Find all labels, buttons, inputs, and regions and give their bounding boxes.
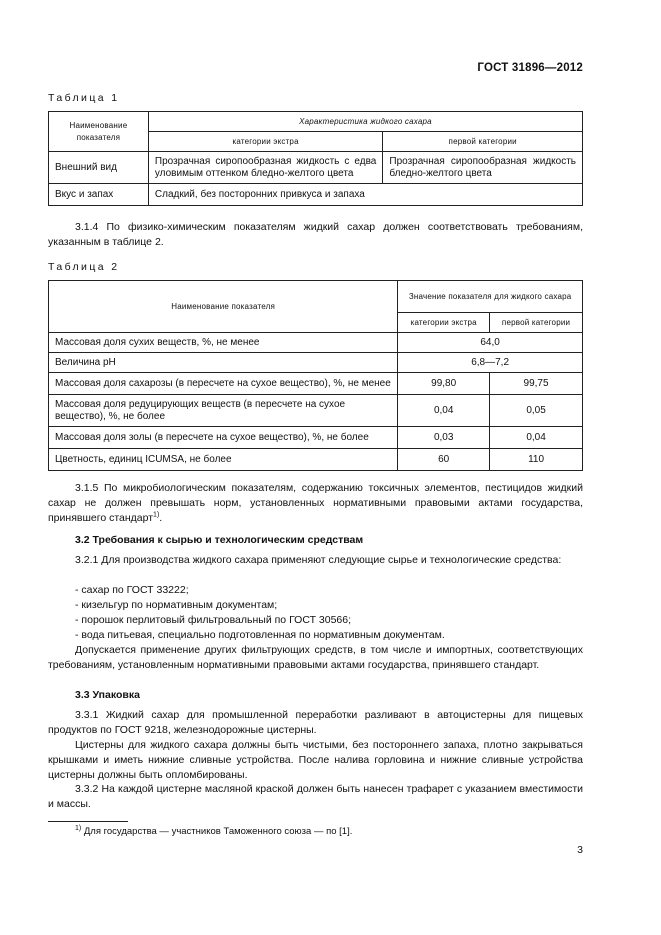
list-item: - кизельгур по нормативным документам; (75, 599, 278, 611)
list-item: - порошок перлитовый фильтровальный по ГОСТ 30566; (75, 614, 352, 626)
table2-cell-name: Массовая доля сухих веществ, %, не менее (49, 333, 398, 353)
table1-caption: Таблица 1 (48, 92, 120, 104)
table1-cell-merged: Сладкий, без посторонних привкуса и запаха (148, 184, 582, 206)
paragraph-allowance: Допускается применение других фильтрующих средств, в том числе и импортных, соответствующих требованиям, установленным нормативными правовыми актами государства, принявшего стандарт. (48, 644, 583, 671)
table2-header-group: Значение показателя для жидкого сахара (398, 281, 583, 313)
footnote-text: Для государства — участников Таможенного союза — по [1]. (83, 826, 353, 837)
page-number: 3 (577, 844, 583, 856)
footnote-mark: 1) (75, 824, 82, 832)
table1-cell-extra: Прозрачная сиропообразная жидкость с едва уловимым оттенком бледно-желтого цвета (148, 152, 382, 184)
table-row (49, 449, 583, 471)
table2-cell-first: 0,05 (490, 395, 583, 427)
table2-cell-extra: 0,03 (398, 427, 490, 449)
table2-cell-name: Массовая доля золы (в пересчете на сухое вещество), %, не более (49, 427, 398, 449)
table-row (49, 395, 583, 427)
table-row (49, 333, 583, 353)
paragraph-3-2-1: 3.2.1 Для производства жидкого сахара применяют следующие сырье и технологические средства: (75, 554, 562, 566)
table1-header-extra: категории экстра (148, 132, 382, 152)
table1-header-name: Наименование показателя (49, 112, 149, 152)
table-row (49, 184, 583, 206)
table-row (49, 152, 583, 184)
table-row (49, 373, 583, 395)
paragraph-3-1-4: 3.1.4 По физико-химическим показателям жидкий сахар должен соответствовать требованиям, указанным в таблице 2. (48, 221, 583, 248)
table2-cell-name: Массовая доля редуцирующих веществ (в пересчете на сухое вещество), %, не более (49, 395, 398, 427)
paragraph-3-3-1: 3.3.1 Жидкий сахар для промышленной переработки разливают в автоцистерны для пищевых продуктов по ГОСТ 9218, железнодорожные цистерны. (48, 709, 583, 736)
paragraph-3-1-5-text: 3.1.5 По микробиологическим показателям, содержанию токсичных элементов, пестицидов жидкий сахар не должен превышать норм, установленных нормативными правовыми актами государства, принявшего стандарт (48, 482, 583, 524)
table2-cell-name: Цветность, единиц ICUMSA, не более (49, 449, 398, 471)
paragraph-tanks: Цистерны для жидкого сахара должны быть чистыми, без постороннего запаха, плотно закрываться крышками и иметь нижние сливные устройства. После налива горловина и нижние сливные устройства цистерны должны быть опломбированы. (48, 739, 583, 781)
paragraph-3-3-2: 3.3.2 На каждой цистерне масляной краской должен быть нанесен трафарет с указанием вместимости и массы. (48, 783, 583, 810)
list-item: - сахар по ГОСТ 33222; (75, 584, 189, 596)
table2-cell-merged: 64,0 (398, 333, 583, 353)
table2-cell-first: 0,04 (490, 427, 583, 449)
footnote-divider (48, 821, 128, 822)
table1-cell-first: Прозрачная сиропообразная жидкость бледно-желтого цвета (383, 152, 583, 184)
table2 (48, 280, 583, 471)
table1-header-group: Характеристика жидкого сахара (148, 112, 582, 132)
table2-caption: Таблица 2 (48, 261, 120, 273)
paragraph-3-1-5-end: . (159, 512, 163, 524)
table-row (49, 427, 583, 449)
table2-cell-first: 99,75 (490, 373, 583, 395)
footnote-ref: 1) (153, 511, 160, 519)
table2-cell-name: Массовая доля сахарозы (в пересчете на сухое вещество), %, не менее (49, 373, 398, 395)
table2-cell-extra: 60 (398, 449, 490, 471)
section-3-3-heading: 3.3 Упаковка (75, 689, 140, 701)
table1-header-first: первой категории (383, 132, 583, 152)
table2-cell-extra: 99,80 (398, 373, 490, 395)
paragraph-3-1-5 (48, 481, 583, 526)
table1-cell-name: Внешний вид (49, 152, 149, 184)
table2-cell-first: 110 (490, 449, 583, 471)
list-item: - вода питьевая, специально подготовленная по нормативным документам. (75, 629, 445, 641)
table2-cell-name: Величина pH (49, 353, 398, 373)
section-3-2-heading: 3.2 Требования к сырью и технологическим средствам (75, 534, 364, 546)
table2-cell-merged: 6,8—7,2 (398, 353, 583, 373)
table1-cell-name: Вкус и запах (49, 184, 149, 206)
footnote (75, 826, 352, 837)
table1 (48, 111, 583, 206)
document-id: ГОСТ 31896—2012 (477, 62, 583, 74)
table-row (49, 353, 583, 373)
table2-header-name: Наименование показателя (49, 281, 398, 333)
table2-header-extra: категории экстра (398, 313, 490, 333)
table2-header-first: первой категории (490, 313, 583, 333)
table2-cell-extra: 0,04 (398, 395, 490, 427)
